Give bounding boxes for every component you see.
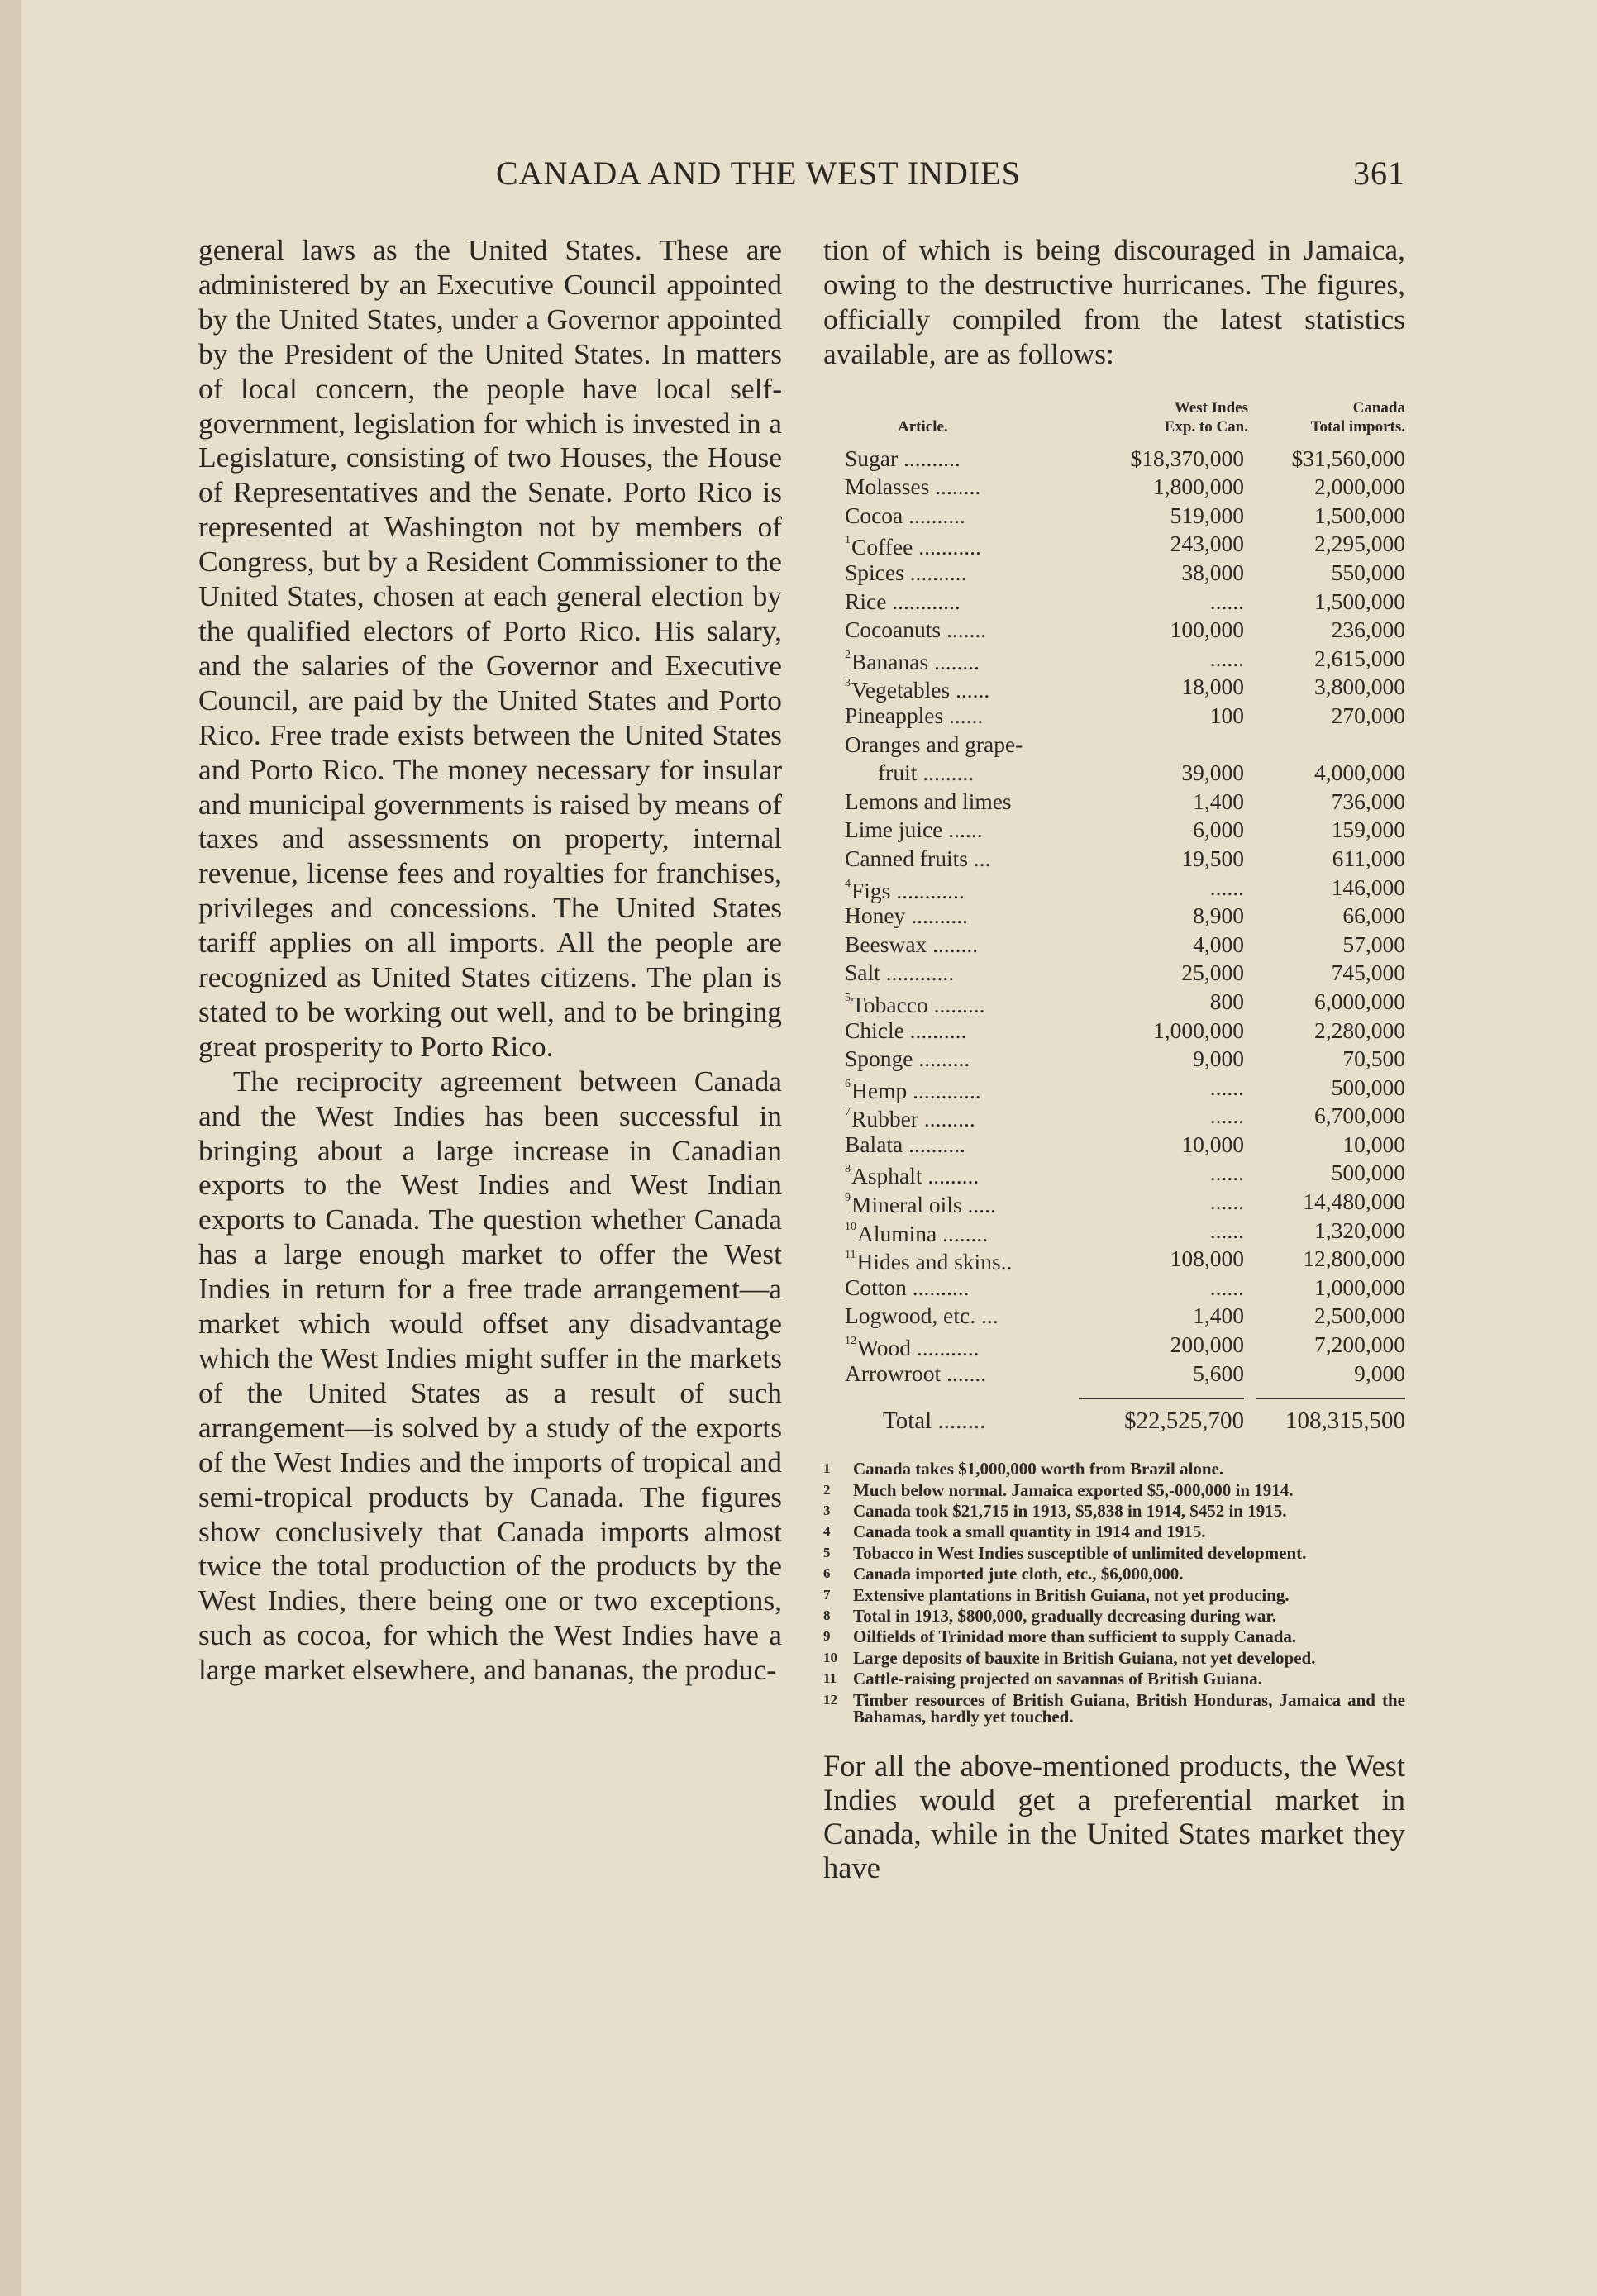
- row-canada-imports: 500,000: [1331, 1160, 1405, 1186]
- table-row: [823, 1302, 1405, 1331]
- row-article: [845, 1274, 970, 1303]
- row-article-label: Hemp ............: [851, 1077, 981, 1103]
- footnote-number: 2: [823, 1481, 831, 1498]
- table-row: [823, 759, 1405, 788]
- footnote-marker: 5: [845, 991, 851, 1004]
- header-canada-line2: Total imports.: [1310, 417, 1405, 436]
- row-article-label: Asphalt .........: [851, 1163, 980, 1189]
- footnote: [823, 1628, 1405, 1645]
- row-canada-imports: 6,000,000: [1314, 988, 1405, 1014]
- row-west-indies-exports: 1,400: [1193, 1303, 1244, 1329]
- running-header: [198, 154, 1405, 200]
- total-rule: [823, 1388, 1405, 1404]
- row-west-indies-exports: 800: [1209, 988, 1244, 1014]
- row-article: [845, 1074, 981, 1106]
- table-row: [823, 845, 1405, 874]
- row-article-label: Hides and skins..: [856, 1249, 1013, 1275]
- total-canada: 108,315,500: [1285, 1408, 1405, 1435]
- row-article-label: Rice ............: [845, 588, 961, 614]
- row-article: [845, 731, 1023, 760]
- table-row: [823, 673, 1405, 702]
- row-article-label: fruit .........: [878, 760, 975, 786]
- row-canada-imports: 500,000: [1331, 1074, 1405, 1100]
- page-number: 361: [1353, 155, 1405, 192]
- row-article-label: Tobacco .........: [851, 992, 985, 1018]
- row-west-indies-exports: 243,000: [1170, 531, 1244, 557]
- row-canada-imports: 736,000: [1331, 788, 1405, 814]
- row-article-label: Pineapples ......: [845, 702, 984, 728]
- row-west-indies-exports: ......: [1209, 1188, 1244, 1215]
- closing-paragraph: For all the above-mentioned products, the West Indies would get a preferential market in Canada, while in the United States market they have: [823, 1748, 1405, 1884]
- row-article: [845, 1331, 980, 1363]
- row-article-label: Logwood, etc. ...: [845, 1303, 999, 1329]
- footnote-number: 7: [823, 1586, 831, 1603]
- right-column: [823, 233, 1405, 1914]
- left-column: [198, 233, 782, 1688]
- row-article-label: Vegetables ......: [851, 677, 990, 703]
- row-article-label: Arrowroot .......: [845, 1360, 987, 1386]
- footnote: [823, 1479, 1405, 1500]
- row-article: [845, 1102, 975, 1134]
- footnote-number: 1: [823, 1460, 831, 1477]
- row-canada-imports: 159,000: [1331, 817, 1405, 843]
- footnote-text: Timber resources of British Guiana, British Honduras, Jamaica and the Bahamas, hardly yet touched.: [853, 1689, 1405, 1727]
- total-west-indies: $22,525,700: [1124, 1408, 1244, 1435]
- table-row: [823, 702, 1405, 731]
- footnote: [823, 1647, 1405, 1668]
- footnote-text: Cattle-raising projected on savannas of British Guiana.: [853, 1669, 1262, 1689]
- row-canada-imports: 7,200,000: [1314, 1331, 1405, 1358]
- table-row: [823, 1045, 1405, 1074]
- footnote-marker: 6: [845, 1077, 851, 1090]
- footnote-marker: 4: [845, 877, 851, 890]
- row-canada-imports: 1,500,000: [1314, 502, 1405, 528]
- table-row: [823, 788, 1405, 817]
- header-article: Article.: [898, 417, 948, 436]
- row-canada-imports: 12,800,000: [1303, 1246, 1405, 1272]
- footnote-text: Oilfields of Trinidad more than sufficient to supply Canada.: [853, 1627, 1297, 1647]
- row-article-label: Honey ..........: [845, 903, 968, 929]
- row-article-label: Figs ............: [851, 877, 965, 903]
- table-row: [823, 502, 1405, 531]
- row-article-label: Sponge .........: [845, 1046, 970, 1072]
- footnote-number: 6: [823, 1565, 831, 1582]
- footnote-number: 11: [823, 1670, 837, 1687]
- table-row: [823, 1245, 1405, 1274]
- row-canada-imports: 70,500: [1342, 1046, 1405, 1072]
- row-canada-imports: 14,480,000: [1303, 1188, 1405, 1215]
- row-article-label: Bananas ........: [851, 648, 980, 674]
- footnote-number: 5: [823, 1544, 831, 1560]
- row-article: [845, 959, 954, 988]
- footnote-text: Canada took $21,715 in 1913, $5,838 in 1914, $452 in 1915.: [853, 1501, 1287, 1522]
- table-row: [823, 530, 1405, 559]
- table-row: [823, 588, 1405, 617]
- row-canada-imports: 236,000: [1331, 617, 1405, 643]
- table-total-row: [823, 1404, 1405, 1437]
- row-article-label: Cocoa ..........: [845, 502, 965, 528]
- row-canada-imports: 2,500,000: [1314, 1303, 1405, 1329]
- row-article-label: Mineral oils .....: [851, 1192, 996, 1218]
- footnote: [823, 1523, 1405, 1540]
- row-article: [845, 530, 981, 562]
- table-row: [823, 1131, 1405, 1160]
- row-article: [845, 445, 961, 474]
- table-row: [823, 1159, 1405, 1188]
- row-west-indies-exports: ......: [1209, 1274, 1244, 1300]
- row-west-indies-exports: 100,000: [1170, 617, 1244, 643]
- footnote-text: Large deposits of bauxite in British Guiana, not yet developed.: [853, 1647, 1316, 1668]
- footnote: [823, 1606, 1405, 1627]
- row-canada-imports: 6,700,000: [1314, 1103, 1405, 1129]
- row-article: [878, 759, 974, 788]
- row-article-label: Coffee ...........: [851, 534, 981, 560]
- total-rule-west-indies: [1079, 1398, 1244, 1399]
- row-canada-imports: 1,320,000: [1314, 1217, 1405, 1243]
- table-row: [823, 1188, 1405, 1217]
- footnote-marker: 11: [845, 1249, 856, 1262]
- trade-table: [823, 445, 1405, 1389]
- paragraph-reciprocity: The reciprocity agreement between Canada and the West Indies has been successful in bringing about a large increase in Canadian exports to the West Indies and West Indian exports to Canada. The question whether Canada has a large enough market to offer the West Indies in return for a free trade arrangement—a market which would offset any disadvantage which the West Indies might suffer in the markets of the United States as a result of such arrangement—is solved by a study of the exports of the West Indies and the imports of tropical and semi-tropical products by Canada. The figures show conclusively that Canada imports almost twice the total production of the products by the West Indies, there being one or two exceptions, such as cocoa, for which the West Indies have a large market elsewhere, and bananas, the produc-: [198, 1064, 782, 1687]
- row-article: [845, 502, 965, 531]
- footnote-marker: 8: [845, 1163, 851, 1176]
- row-article-label: Alumina ........: [857, 1220, 989, 1246]
- row-article: [845, 1360, 986, 1389]
- footnotes: [823, 1460, 1405, 1725]
- footnote-text: Canada took a small quantity in 1914 and 1915.: [853, 1522, 1206, 1542]
- row-article: [845, 1017, 966, 1046]
- row-article-label: Beeswax ........: [845, 931, 979, 957]
- footnote-text: Canada takes $1,000,000 worth from Brazil alone.: [853, 1459, 1224, 1479]
- row-article-label: Oranges and grape-: [845, 731, 1023, 757]
- row-article-label: Canned fruits ...: [845, 845, 991, 871]
- table-row: [823, 731, 1405, 760]
- row-west-indies-exports: 9,000: [1193, 1046, 1244, 1072]
- row-west-indies-exports: ......: [1209, 1103, 1244, 1129]
- paragraph-porto-rico: general laws as the United States. These are administered by an Executive Council appointed by the United States, under a Governor appointed by the President of the United States. In matters of local concern, the people have local self-government, legislation for which is invested in a Legislature, consisting of two Houses, the House of Representatives and the Senate. Porto Rico is represented at Washington not by members of Congress, but by a Resident Commissioner to the United States, chosen at each general election by the qualified electors of Porto Rico. His salary, and the salaries of the Governor and Executive Council, are paid by the United States and Porto Rico. Free trade exists between the United States and Porto Rico. The money necessary for insular and municipal governments is raised by means of taxes and assessments on property, internal revenue, license fees and royalties for franchises, privileges and concessions. The United States tariff applies on all imports. All the people are recognized as United States citizens. The plan is stated to be working out well, and to be bringing great prosperity to Porto Rico.: [198, 233, 782, 1063]
- row-article: [845, 1245, 1012, 1277]
- footnote-text: Total in 1913, $800,000, gradually decreasing during war.: [853, 1606, 1277, 1627]
- footnote: [823, 1542, 1405, 1563]
- footnote-text: Canada imported jute cloth, etc., $6,000,000.: [853, 1564, 1184, 1584]
- header-west-indies-line2: Exp. to Can.: [1164, 417, 1248, 436]
- row-article: [845, 673, 989, 705]
- row-canada-imports: 2,295,000: [1314, 531, 1405, 557]
- row-west-indies-exports: 1,800,000: [1153, 474, 1244, 500]
- footnote-number: 3: [823, 1503, 831, 1519]
- page-edge: [0, 0, 21, 2296]
- table-row: [823, 1360, 1405, 1389]
- row-canada-imports: 270,000: [1331, 702, 1405, 728]
- row-canada-imports: 4,000,000: [1314, 760, 1405, 786]
- row-article-label: Rubber .........: [851, 1106, 975, 1132]
- row-article: [845, 1188, 996, 1220]
- row-article: [845, 588, 961, 617]
- footnote-marker: 12: [845, 1335, 856, 1348]
- row-canada-imports: 611,000: [1332, 845, 1405, 871]
- row-canada-imports: 57,000: [1342, 931, 1405, 957]
- row-article-label: Lemons and limes: [845, 788, 1012, 814]
- total-label: Total ........: [883, 1408, 986, 1435]
- total-rule-canada: [1256, 1398, 1405, 1399]
- table-row: [823, 559, 1405, 588]
- row-article-label: Wood ...........: [857, 1335, 980, 1361]
- row-canada-imports: 2,280,000: [1314, 1017, 1405, 1043]
- row-canada-imports: 9,000: [1354, 1360, 1405, 1386]
- row-west-indies-exports: 108,000: [1170, 1246, 1244, 1272]
- table-row: [823, 1217, 1405, 1246]
- row-west-indies-exports: ......: [1209, 874, 1244, 900]
- row-canada-imports: 745,000: [1331, 960, 1405, 986]
- row-article-label: Chicle ..........: [845, 1017, 967, 1043]
- row-canada-imports: $31,560,000: [1291, 445, 1405, 471]
- row-article-label: Cotton ..........: [845, 1274, 970, 1300]
- row-west-indies-exports: ......: [1209, 1217, 1244, 1243]
- table-row: [823, 1017, 1405, 1046]
- row-west-indies-exports: ......: [1209, 1160, 1244, 1186]
- table-row: [823, 988, 1405, 1017]
- footnote-marker: 2: [845, 648, 851, 661]
- footnote: [823, 1565, 1405, 1582]
- footnote-number: 9: [823, 1628, 831, 1645]
- row-west-indies-exports: 25,000: [1181, 960, 1244, 986]
- row-article-label: Molasses ........: [845, 474, 981, 500]
- header-canada: [1248, 398, 1405, 436]
- footnote-text: Much below normal. Jamaica exported $5,-000,000 in 1914.: [853, 1479, 1294, 1500]
- table-row: [823, 473, 1405, 502]
- header-west-indies: [1083, 398, 1248, 436]
- row-west-indies-exports: 19,500: [1181, 845, 1244, 871]
- footnote-number: 10: [823, 1649, 837, 1665]
- footnote: [823, 1584, 1405, 1605]
- row-article-label: Balata ..........: [845, 1131, 965, 1157]
- row-west-indies-exports: 6,000: [1193, 817, 1244, 843]
- row-article-label: Sugar ..........: [845, 445, 961, 471]
- footnote-number: 8: [823, 1608, 831, 1624]
- row-west-indies-exports: 519,000: [1170, 502, 1244, 528]
- row-article: [845, 645, 980, 677]
- row-article: [845, 702, 983, 731]
- row-article-label: Lime juice ......: [845, 817, 983, 843]
- row-canada-imports: 2,615,000: [1314, 645, 1405, 671]
- table-row: [823, 1274, 1405, 1303]
- row-article: [845, 931, 978, 960]
- row-canada-imports: 66,000: [1342, 903, 1405, 929]
- table-row: [823, 645, 1405, 674]
- row-west-indies-exports: ......: [1209, 1074, 1244, 1100]
- row-west-indies-exports: 39,000: [1181, 760, 1244, 786]
- row-article: [845, 559, 966, 588]
- footnote: [823, 1670, 1405, 1687]
- row-article-label: Spices ..........: [845, 560, 967, 585]
- header-canada-line1: Canada: [1352, 398, 1405, 417]
- table-row: [823, 1102, 1405, 1131]
- footnote-text: Tobacco in West Indies susceptible of unlimited development.: [853, 1542, 1307, 1563]
- footnote-marker: 1: [845, 534, 851, 547]
- footnote-number: 4: [823, 1523, 831, 1540]
- row-west-indies-exports: 4,000: [1193, 931, 1244, 957]
- footnote: [823, 1689, 1405, 1727]
- footnote-text: Extensive plantations in British Guiana, not yet producing.: [853, 1584, 1290, 1605]
- row-west-indies-exports: 1,000,000: [1153, 1017, 1244, 1043]
- row-article: [845, 874, 965, 906]
- table-intro-text: tion of which is being discouraged in Jamaica, owing to the destructive hurricanes. The figures, officially compiled from the latest statistics available, are as follows:: [823, 233, 1405, 370]
- row-article: [845, 1131, 965, 1160]
- row-west-indies-exports: 200,000: [1170, 1331, 1244, 1358]
- running-title: CANADA AND THE WEST INDIES: [496, 155, 1021, 192]
- table-row: [823, 445, 1405, 474]
- table-row: [823, 931, 1405, 960]
- table-header: [823, 398, 1405, 441]
- row-article: [845, 816, 982, 845]
- row-canada-imports: 3,800,000: [1314, 674, 1405, 700]
- row-article: [845, 473, 980, 502]
- row-article: [845, 1159, 979, 1191]
- row-west-indies-exports: 8,900: [1193, 903, 1244, 929]
- footnote-marker: 3: [845, 677, 851, 690]
- table-row: [823, 816, 1405, 845]
- table-row: [823, 959, 1405, 988]
- row-west-indies-exports: 5,600: [1193, 1360, 1244, 1386]
- row-canada-imports: 550,000: [1331, 560, 1405, 585]
- header-west-indies-line1: West Indes: [1174, 398, 1248, 417]
- row-west-indies-exports: ......: [1209, 588, 1244, 614]
- footnote-marker: 9: [845, 1192, 851, 1205]
- footnote: [823, 1501, 1405, 1522]
- row-west-indies-exports: 1,400: [1193, 788, 1244, 814]
- row-article: [845, 988, 985, 1020]
- row-article: [845, 788, 1012, 817]
- row-west-indies-exports: 100: [1209, 702, 1244, 728]
- row-article-label: Salt ............: [845, 960, 955, 986]
- row-canada-imports: 10,000: [1342, 1131, 1405, 1157]
- table-row: [823, 1331, 1405, 1360]
- footnote-number: 12: [823, 1691, 837, 1708]
- footnote-marker: 7: [845, 1106, 851, 1119]
- row-article: [845, 616, 986, 645]
- row-article-label: Cocoanuts .......: [845, 617, 987, 643]
- row-article: [845, 1217, 988, 1249]
- row-west-indies-exports: 18,000: [1181, 674, 1244, 700]
- table-row: [823, 874, 1405, 903]
- row-canada-imports: 2,000,000: [1314, 474, 1405, 500]
- row-article: [845, 845, 990, 874]
- table-row: [823, 902, 1405, 931]
- footnote-marker: 10: [845, 1220, 856, 1233]
- row-west-indies-exports: 38,000: [1181, 560, 1244, 585]
- row-article: [845, 1045, 970, 1074]
- table-row: [823, 616, 1405, 645]
- row-west-indies-exports: ......: [1209, 645, 1244, 671]
- row-west-indies-exports: 10,000: [1181, 1131, 1244, 1157]
- row-article: [845, 902, 968, 931]
- table-row: [823, 1074, 1405, 1103]
- row-west-indies-exports: $18,370,000: [1130, 445, 1244, 471]
- row-canada-imports: 146,000: [1331, 874, 1405, 900]
- row-canada-imports: 1,000,000: [1314, 1274, 1405, 1300]
- footnote: [823, 1460, 1405, 1477]
- row-canada-imports: 1,500,000: [1314, 588, 1405, 614]
- row-article: [845, 1302, 999, 1331]
